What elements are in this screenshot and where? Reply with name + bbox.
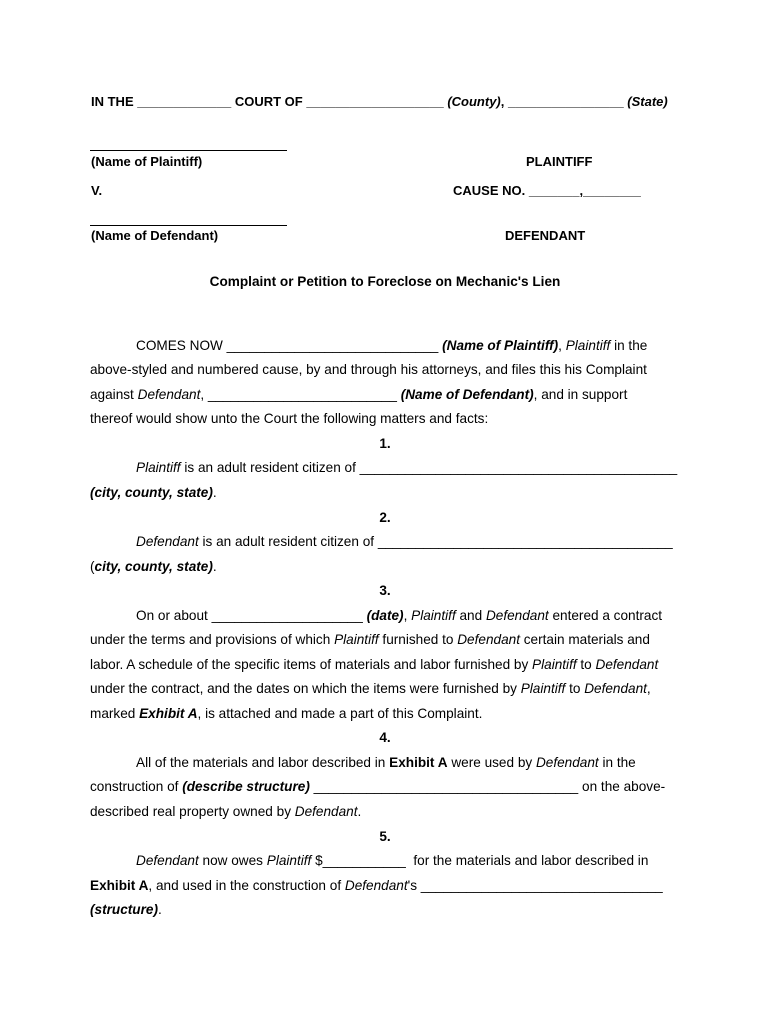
plaintiff-ref: Plaintiff (411, 608, 456, 623)
p5-line-1 (136, 853, 648, 868)
p3-text: furnished to (378, 632, 458, 647)
p3-text: On or about ____________________ (136, 608, 367, 623)
plaintiff-name-ref: (Name of Plaintiff) (442, 338, 559, 353)
p3-text: , (403, 608, 412, 623)
p2-line-1 (136, 534, 673, 549)
defendant-ref: Defendant (344, 878, 408, 893)
p3-text: entered a contract (548, 608, 663, 623)
intro-text: against (90, 387, 138, 402)
paragraph-number-1: 1. (379, 436, 391, 451)
exhibit-a-ref: Exhibit A (139, 706, 198, 721)
intro-text: , _________________________ (200, 387, 401, 402)
plaintiff-ref: Plaintiff (266, 853, 312, 868)
p2-text: ( (90, 559, 95, 574)
p3-text: marked (90, 706, 140, 721)
p3-text: labor. A schedule of the specific items of materials and labor furnished by (90, 657, 533, 672)
p1-line-1 (136, 460, 677, 475)
p3-text: , is attached and made a part of this Complaint. (197, 706, 483, 721)
defendant-ref: Defendant (584, 681, 647, 696)
p2-text: . (212, 559, 217, 574)
p5-line-2 (90, 878, 663, 893)
intro-line-2: above-styled and numbered cause, by and through his attorneys, and files this his Complaint (90, 362, 647, 377)
p3-text: to (576, 657, 596, 672)
paragraph-number-3: 3. (379, 583, 391, 598)
defendant-ref: Defendant (485, 608, 549, 623)
p5-line-3 (90, 902, 162, 917)
p3-line-2 (90, 632, 650, 647)
plaintiff-ref: Plaintiff (520, 681, 566, 696)
p1-text: . (212, 485, 217, 500)
plaintiff-role: PLAINTIFF (526, 154, 593, 169)
intro-line-1 (136, 338, 647, 353)
defendant-ref: Defendant (535, 755, 599, 770)
p4-text: described real property owned by (90, 804, 295, 819)
p3-text: and (455, 608, 486, 623)
p5-text: $___________ for the materials and labor described in (311, 853, 649, 868)
p3-text: certain materials and (519, 632, 650, 647)
plaintiff-ref: Plaintiff (532, 657, 577, 672)
defendant-ref: Defendant (294, 804, 358, 819)
versus-label: V. (91, 183, 103, 198)
p3-text: , (646, 681, 651, 696)
county-label: (County) (447, 94, 501, 109)
date-label: (date) (366, 608, 404, 623)
defendant-ref: Defendant (136, 853, 199, 868)
intro-text: COMES NOW ____________________________ (136, 338, 443, 353)
p4-text: All of the materials and labor described in (136, 755, 390, 770)
plaintiff-name-line (90, 150, 287, 151)
paragraph-number-4: 4. (379, 730, 391, 745)
p2-line-2 (90, 559, 217, 574)
defendant-role: DEFENDANT (505, 228, 586, 243)
p3-line-3 (90, 657, 658, 672)
p3-text: under the terms and provisions of which (90, 632, 335, 647)
p4-line-1 (136, 755, 636, 770)
p3-line-5 (90, 706, 482, 721)
state-blank: , ________________ (500, 94, 624, 109)
document-title: Complaint or Petition to Foreclose on Mechanic's Lien (209, 274, 561, 289)
describe-structure-label: (describe structure) (182, 779, 310, 794)
p4-text: ___________________________________ on the above- (309, 779, 666, 794)
intro-text: , (558, 338, 566, 353)
defendant-name-line (90, 225, 287, 226)
p4-text: in the (598, 755, 636, 770)
p5-text: . (157, 902, 162, 917)
defendant-ref: Defendant (136, 534, 199, 549)
p5-text: , and used in the construction of (148, 878, 345, 893)
plaintiff-ref: Plaintiff (136, 460, 181, 475)
plaintiff-ref: Plaintiff (334, 632, 379, 647)
p3-text: under the contract, and the dates on which the items were furnished by (90, 681, 521, 696)
intro-line-4: thereof would show unto the Court the following matters and facts: (90, 411, 489, 426)
intro-text: in the (610, 338, 648, 353)
cause-number: CAUSE NO. _______,________ (453, 183, 641, 198)
city-county-state-label: city, county, state) (94, 559, 213, 574)
court-header-line (91, 94, 668, 109)
p3-line-4 (90, 681, 651, 696)
intro-text: , and in support (533, 387, 628, 402)
defendant-name-ref: (Name of Defendant) (400, 387, 534, 402)
exhibit-a-ref: Exhibit A (90, 878, 149, 893)
state-label: (State) (627, 94, 668, 109)
p1-line-2 (90, 485, 217, 500)
p4-line-2 (90, 779, 665, 794)
defendant-name-label: (Name of Defendant) (91, 228, 219, 243)
p2-text: is an adult resident citizen of _______________________________________ (198, 534, 673, 549)
defendant-ref: Defendant (137, 387, 201, 402)
defendant-ref: Defendant (457, 632, 520, 647)
structure-label: (structure) (90, 902, 158, 917)
court-header-text: IN THE _____________ COURT OF ___________________ (91, 94, 444, 109)
paragraph-number-2: 2. (379, 510, 391, 525)
p4-text: construction of (90, 779, 183, 794)
p3-line-1 (136, 608, 662, 623)
p3-text: to (565, 681, 585, 696)
intro-line-3 (90, 387, 627, 402)
exhibit-a-ref: Exhibit A (389, 755, 448, 770)
p5-text: 's ________________________________ (407, 878, 663, 893)
city-county-state-label: (city, county, state) (90, 485, 213, 500)
p1-text: is an adult resident citizen of __________________________________________ (180, 460, 678, 475)
defendant-ref: Defendant (595, 657, 659, 672)
p4-text: were used by (447, 755, 536, 770)
plaintiff-ref: Plaintiff (565, 338, 611, 353)
p5-text: now owes (198, 853, 267, 868)
p4-line-3 (90, 804, 361, 819)
paragraph-number-5: 5. (379, 829, 391, 844)
p4-text: . (357, 804, 362, 819)
plaintiff-name-label: (Name of Plaintiff) (91, 154, 203, 169)
